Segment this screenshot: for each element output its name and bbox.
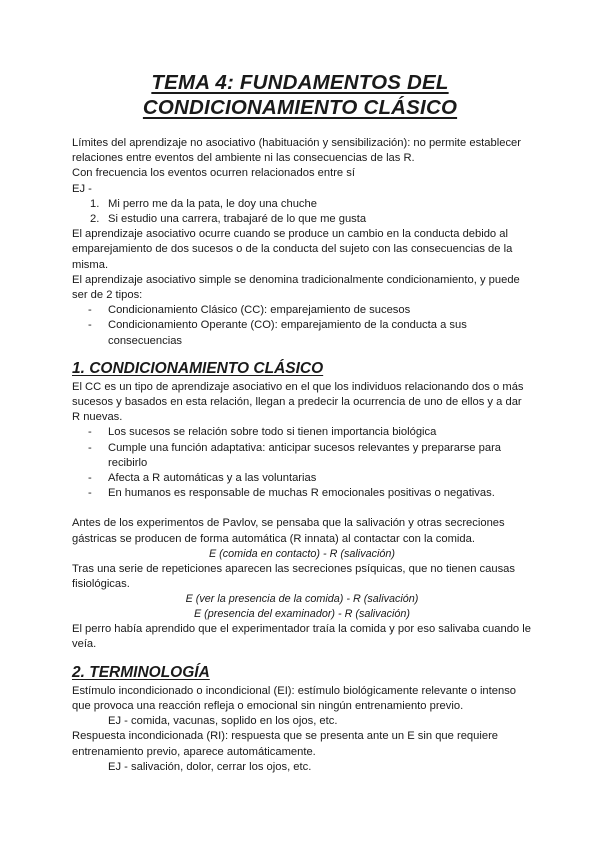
conditioning-types-list <box>72 303 600 349</box>
formula-1: E (comida en contacto) - R (salivación) <box>208 547 395 560</box>
intro-paragraph-1: Límites del aprendizaje no asociativo (habituación y sensibilización): no permite establecer relaciones entre eventos del ambiente ni las consecuencias de las R. <box>72 137 521 165</box>
examples-list <box>72 197 600 227</box>
cc-features-list <box>72 425 600 501</box>
section-1-paragraph-3: Tras una serie de repeticiones aparecen las secreciones psíquicas, que no tienen causas fisiológicas. <box>72 562 515 591</box>
intro-paragraph-2: Con frecuencia los eventos ocurren relacionados entre sí <box>72 167 355 180</box>
formula-3: E (presencia del examinador) - R (salivación) <box>193 608 411 621</box>
section-1-paragraph-2: Antes de los experimentos de Pavlov, se pensaba que la salivación y otras secreciones gástricas se producen de forma automática (R innata) al contactar con la comida. <box>72 517 505 545</box>
list-item: - Condicionamiento Operante (CO): emparejamiento de la conducta a sus consecuencias <box>88 319 467 347</box>
section-1-paragraph-1: El CC es un tipo de aprendizaje asociativo en el que los individuos relacionando dos o más sucesos y basados en esta relación, llegan a predecir la ocurrencia de uno de ellos y a dar R nuevas. <box>72 380 524 424</box>
intro-ej-label: EJ - <box>72 182 92 195</box>
list-item: - En humanos es responsable de muchas R emocionales positivas o negativas. <box>88 487 495 500</box>
intro-paragraph-4: El aprendizaje asociativo simple se denomina tradicionalmente condicionamiento, y puede ser de 2 tipos: <box>72 273 520 302</box>
document-title <box>72 70 600 120</box>
title-line-2: CONDICIONAMIENTO CLÁSICO <box>142 96 458 119</box>
list-item: - Los sucesos se relación sobre todo si tienen importancia biológica <box>88 426 437 439</box>
list-item: - Condicionamiento Clásico (CC): emparejamiento de sucesos <box>88 304 411 317</box>
title-line-1: TEMA 4: FUNDAMENTOS DEL <box>151 71 449 94</box>
list-item: 1. Mi perro me da la pata, le doy una chuche <box>90 197 317 210</box>
section-1-heading: 1. CONDICIONAMIENTO CLÁSICO <box>72 359 324 377</box>
formula-2: E (ver la presencia de la comida) - R (salivación) <box>185 593 419 606</box>
section-2-example-1: EJ - comida, vacunas, soplido en los ojos, etc. <box>108 715 338 728</box>
list-item: - Afecta a R automáticas y a las voluntarias <box>88 472 317 485</box>
section-2-paragraph-2: Respuesta incondicionada (RI): respuesta que se presenta ante un E sin que requiere entrenamiento previo, aparece automáticamente. <box>72 730 499 758</box>
list-item: 2. Si estudio una carrera, trabajaré de lo que me gusta <box>90 213 367 226</box>
section-2-paragraph-1: Estímulo incondicionado o incondicional (EI): estímulo biológicamente relevante o intenso que provoca una reacción refleja o emocional sin ningún entrenamiento previo. <box>72 684 517 712</box>
list-item: - Cumple una función adaptativa: anticipar sucesos relevantes y prepararse para recibirlo <box>88 441 502 469</box>
section-2-heading: 2. TERMINOLOGÍA <box>72 663 210 681</box>
intro-paragraph-3: El aprendizaje asociativo ocurre cuando se produce un cambio en la conducta debido al emparejamiento de dos sucesos o de la conducta del sujeto con las consecuencias de la misma. <box>72 228 513 271</box>
section-2-example-2: EJ - salivación, dolor, cerrar los ojos, etc. <box>108 760 312 773</box>
section-1-paragraph-4: El perro había aprendido que el experimentador traía la comida y por eso salivaba cuando le veía. <box>72 623 531 651</box>
